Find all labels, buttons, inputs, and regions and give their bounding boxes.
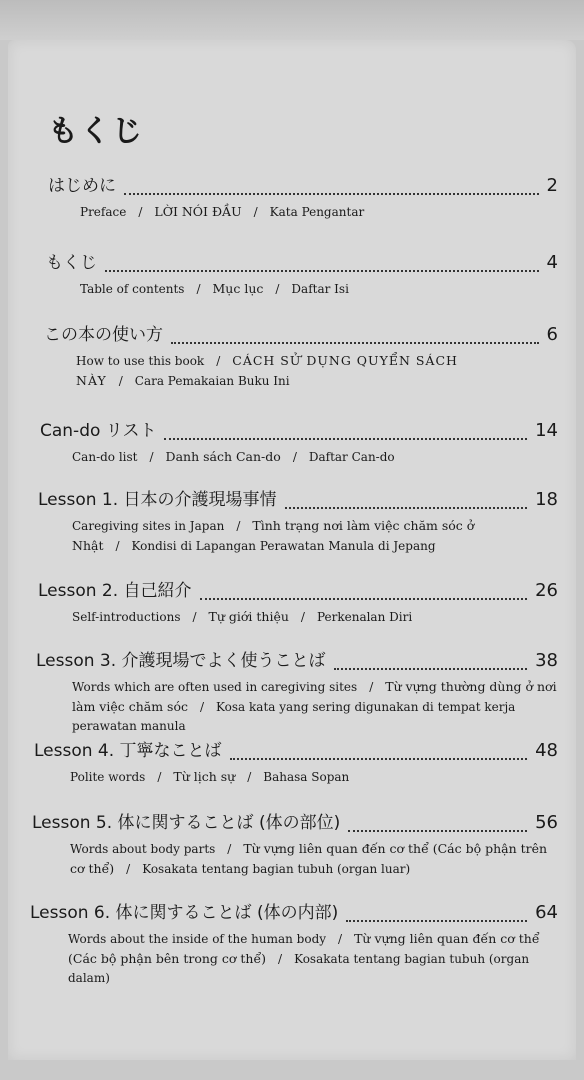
translation-en: Words which are often used in caregiving sites (72, 680, 358, 694)
toc-entry-page: 2 (546, 175, 558, 196)
translation-en: How to use this book (76, 354, 205, 368)
toc-entry (0, 325, 584, 391)
toc-entry-page: 64 (535, 902, 558, 923)
translation-vi: Từ vựng liên quan đến cơ thể (Các bộ phận trên cơ thể) (70, 841, 548, 876)
toc-entry (0, 651, 584, 736)
toc-entry (0, 421, 584, 467)
toc-entry-translations (70, 839, 558, 879)
toc-entry (0, 253, 584, 299)
translation-en: Preface (80, 205, 127, 219)
translation-en: Caregiving sites in Japan (72, 519, 225, 533)
separator: / (278, 952, 283, 966)
toc-entry-page: 14 (535, 420, 558, 441)
leader-dots (230, 746, 528, 760)
translation-vi: Từ vựng liên quan đến cơ thể (Các bộ phận bên trong cơ thể) (68, 931, 540, 966)
toc-entry-translations (68, 929, 562, 988)
toc-entry-title: はじめに (48, 176, 116, 196)
leader-dots (334, 656, 528, 670)
toc-entry-page: 18 (535, 489, 558, 510)
toc-entry-title: Can-do リスト (40, 421, 157, 441)
separator: / (157, 770, 162, 784)
translation-en: Table of contents (80, 282, 185, 296)
leader-dots (171, 330, 539, 344)
leader-dots (346, 908, 527, 922)
toc-entry (0, 903, 584, 988)
separator: / (253, 205, 258, 219)
translation-id: Daftar Isi (291, 282, 349, 296)
translation-id: Kata Pengantar (269, 205, 365, 219)
toc-entry-page: 4 (546, 252, 558, 273)
toc-entry-title: Lesson 2. 自己紹介 (38, 581, 192, 601)
separator: / (300, 610, 305, 624)
toc-entry-title: Lesson 3. 介護現場でよく使うことば (36, 651, 326, 671)
separator: / (138, 205, 143, 219)
toc-entry-translations (80, 279, 584, 299)
toc-entry-translations (80, 202, 584, 222)
leader-dots (105, 258, 539, 272)
toc-entry-title: Lesson 1. 日本の介護現場事情 (38, 490, 277, 510)
separator: / (149, 450, 154, 464)
translation-vi: Tự giới thiệu (208, 609, 289, 624)
translation-vi: Tình trạng nơi làm việc chăm sóc ở Nhật (72, 518, 475, 553)
separator: / (275, 282, 280, 296)
toc-entry-title: この本の使い方 (44, 325, 163, 345)
separator: / (247, 770, 252, 784)
translation-id: Cara Pemakaian Buku Ini (134, 374, 290, 388)
translation-en: Polite words (70, 770, 146, 784)
leader-dots (164, 426, 527, 440)
page-title: もくじ (48, 114, 144, 149)
toc-entry (0, 176, 584, 222)
toc-entry-page: 26 (535, 580, 558, 601)
separator: / (236, 519, 241, 533)
toc-entry (0, 490, 584, 556)
toc-entry-page: 38 (535, 650, 558, 671)
translation-id: Kosakata tentang bagian tubuh (organ dalam) (68, 952, 530, 985)
translation-vi: Từ vựng thường dùng ở nơi làm việc chăm sóc (72, 679, 557, 714)
translation-id: Kosa kata yang sering digunakan di tempat kerja perawatan manula (72, 700, 516, 733)
separator: / (292, 450, 297, 464)
translation-vi: Danh sách Can-do (165, 449, 281, 464)
separator: / (369, 680, 374, 694)
translation-en: Words about body parts (70, 842, 216, 856)
translation-id: Daftar Can-do (308, 450, 395, 464)
translation-id: Perkenalan Diri (316, 610, 413, 624)
separator: / (227, 842, 232, 856)
translation-en: Can-do list (72, 450, 138, 464)
toc-entry-title: もくじ (46, 253, 97, 273)
toc-entry-title: Lesson 5. 体に関することば (体の部位) (32, 813, 341, 833)
translation-vi: Mục lục (212, 281, 264, 296)
leader-dots (200, 586, 528, 600)
toc-entry (0, 813, 584, 879)
toc-entry-translations (70, 767, 584, 787)
translation-en: Words about the inside of the human body (68, 932, 327, 946)
page-edge (0, 0, 584, 40)
separator: / (126, 862, 131, 876)
separator: / (216, 354, 221, 368)
toc-entry (0, 581, 584, 627)
toc-entry-translations (76, 351, 548, 391)
leader-dots (285, 495, 528, 509)
separator: / (118, 374, 123, 388)
translation-vi: CÁCH SỬ DỤNG QUYỂN SÁCH NÀY (76, 353, 458, 388)
toc-entry-translations (72, 516, 564, 556)
separator: / (199, 700, 205, 714)
separator: / (196, 282, 201, 296)
toc-entry-translations (72, 447, 584, 467)
separator: / (115, 539, 120, 553)
toc-entry-page: 56 (535, 812, 558, 833)
toc-entry-title: Lesson 4. 丁寧なことば (34, 741, 222, 761)
toc-entry-title: Lesson 6. 体に関することば (体の内部) (30, 903, 339, 923)
toc-entry-page: 6 (546, 324, 558, 345)
leader-dots (348, 818, 527, 832)
translation-en: Self-introductions (72, 610, 181, 624)
toc-entry-page: 48 (535, 740, 558, 761)
translation-vi: LỜI NÓI ĐẦU (154, 204, 242, 219)
separator: / (192, 610, 197, 624)
separator: / (338, 932, 343, 946)
translation-id: Bahasa Sopan (263, 770, 350, 784)
toc-entry (0, 741, 584, 787)
translation-vi: Từ lịch sự (173, 769, 236, 784)
toc-entry-translations (72, 677, 558, 736)
toc-entry-translations (72, 607, 584, 627)
translation-id: Kosakata tentang bagian tubuh (organ luar) (142, 862, 411, 876)
leader-dots (124, 181, 539, 195)
translation-id: Kondisi di Lapangan Perawatan Manula di Jepang (131, 539, 436, 553)
